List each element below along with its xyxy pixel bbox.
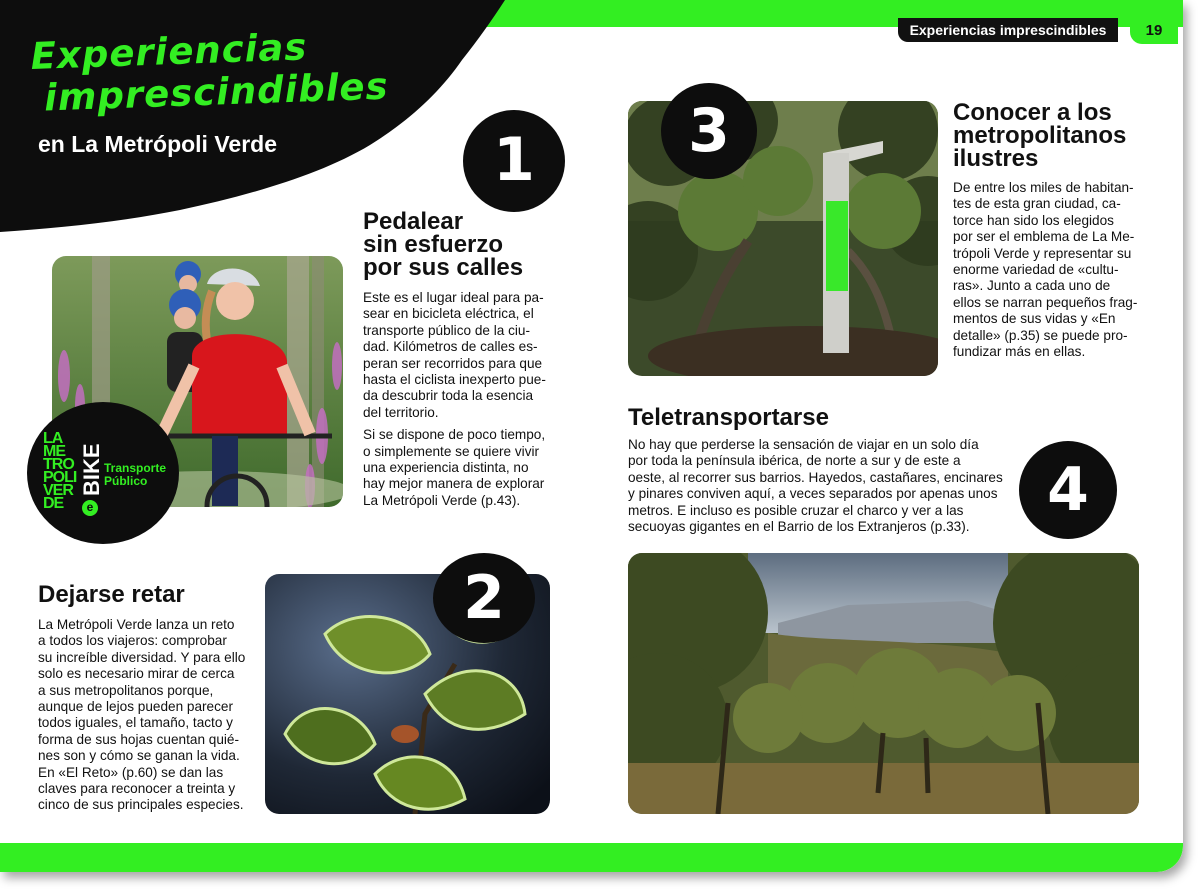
heading-line: Teletransportarse (628, 404, 829, 431)
heading-teletransportarse (628, 406, 829, 429)
page-number: 19 (1130, 18, 1178, 44)
logo-tagline-line: Transporte (104, 461, 167, 475)
heading-pedalear (363, 210, 523, 279)
text-line: metros. E incluso es posible cruzar el charco y ver a las (628, 502, 964, 518)
heading-line: Conocer a los (953, 99, 1112, 126)
logo-letter-row: VER (43, 482, 73, 499)
text-line: forma de sus hojas cuentan quié- (38, 731, 240, 747)
oak-forest-landscape-photo (628, 553, 1139, 814)
text-line: detalle» (p.35) se puede pro- (953, 327, 1128, 343)
text-line: tes de esta gran ciudad, ca- (953, 196, 1121, 212)
text-line: por ser el emblema de La Me- (953, 229, 1135, 245)
text-line: nes son y cómo se ganan la vida. (38, 748, 240, 764)
text-line: La Metrópoli Verde (p.43). (363, 492, 521, 508)
text-line: mentos de sus vidas y «En (953, 311, 1116, 327)
text-line: ras». Junto a cada uno de (953, 278, 1111, 294)
text-line: Este es el lugar ideal para pa- (363, 290, 544, 305)
metropoli-bike-logo (27, 402, 179, 544)
logo-e-mark: e (82, 500, 98, 516)
logo-letter-row: DE (43, 495, 64, 512)
logo-letter-row: LA (43, 430, 63, 447)
heading-line: por sus calles (363, 254, 524, 281)
text-line: a sus metropolitanos porque, (38, 682, 214, 698)
text-line: ellos se narran pequeños frag- (953, 294, 1138, 310)
logo-letter-row: ME (43, 443, 65, 460)
text-line: por toda la península ibérica, de norte a sur y de este a (628, 453, 961, 469)
text-line: trópoli Verde y representar su (953, 245, 1132, 261)
logo-letter-row: TRO (43, 456, 74, 473)
text-line: hasta el ciclista inexperto pue- (363, 372, 546, 388)
number-badge-3: 3 (661, 83, 757, 179)
text-line: aunque de lejos pueden parecer (38, 699, 233, 715)
title-line-1: Experiencias (29, 25, 309, 78)
text-conocer (953, 180, 1137, 360)
text-line: fundizar más en ellas. (953, 344, 1086, 360)
text-line: del territorio. (363, 404, 439, 420)
page-subtitle: en La Metrópoli Verde (38, 131, 277, 157)
text-line: La Metrópoli Verde lanza un reto (38, 617, 235, 632)
title-script (30, 24, 389, 120)
heading-line: Pedalear (363, 208, 464, 235)
text-line: sear en bicicleta eléctrica, el (363, 306, 534, 322)
text-line: secuoyas gigantes en el Barrio de los Extranjeros (p.33). (628, 519, 970, 535)
text-line: hay mejor manera de explorar (363, 476, 545, 492)
logo-tagline (104, 462, 166, 488)
logo-bike-text: BIKE (79, 443, 104, 496)
heading-line: metropolitanos (953, 122, 1127, 149)
title-line-2: imprescindibles (43, 64, 390, 120)
text-line: o simplemente se quiere vivir (363, 443, 540, 459)
heading-retar (38, 583, 185, 606)
text-line: oeste, al recorrer sus barrios. Hayedos, castañares, encinares (628, 469, 1003, 485)
text-line: No hay que perderse la sensación de viajar en un solo día (628, 437, 979, 452)
heading-line: Dejarse retar (38, 581, 185, 608)
logo-letter-row: POLI (43, 469, 77, 486)
text-line: dad. Kilómetros de calles es- (363, 339, 538, 355)
logo-letters (43, 432, 76, 510)
number-badge-2: 2 (433, 553, 535, 643)
heading-line: sin esfuerzo (363, 231, 504, 258)
text-line: todos iguales, el tamaño, tacto y (38, 715, 233, 731)
text-line: cinco de sus principales especies. (38, 797, 244, 813)
heading-line: ilustres (953, 145, 1039, 172)
section-header-tab: Experiencias imprescindibles (898, 18, 1118, 42)
logo-tagline-line: Público (104, 474, 148, 488)
text-line: da descubrir toda la esencia (363, 388, 534, 404)
text-teletransportarse (628, 437, 1003, 535)
text-line: a todos los viajeros: comprobar (38, 633, 227, 649)
text-line: una experiencia distinta, no (363, 460, 529, 476)
number-badge-1: 1 (463, 110, 565, 212)
text-pedalear (363, 290, 546, 509)
text-line: solo es necesario mirar de cerca (38, 666, 235, 682)
text-line: transporte público de la ciu- (363, 322, 530, 338)
text-line: su increíble diversidad. Y para ello (38, 649, 246, 665)
heading-conocer (953, 101, 1126, 170)
bottom-green-band (0, 843, 1183, 872)
text-retar (38, 617, 245, 814)
text-line: peran ser recorridos para que (363, 355, 543, 371)
text-line: enorme variedad de «cultu- (953, 262, 1119, 278)
text-line: y pinares conviven aquí, a veces separados por apenas unos (628, 486, 998, 502)
number-badge-4: 4 (1019, 441, 1117, 539)
text-line: En «El Reto» (p.60) se dan las (38, 764, 224, 780)
text-line: Si se dispone de poco tiempo, (363, 427, 546, 443)
text-line: De entre los miles de habitan- (953, 180, 1134, 195)
text-line: claves para reconocer a treinta y (38, 781, 236, 797)
text-line: torce han sido los elegidos (953, 212, 1114, 228)
